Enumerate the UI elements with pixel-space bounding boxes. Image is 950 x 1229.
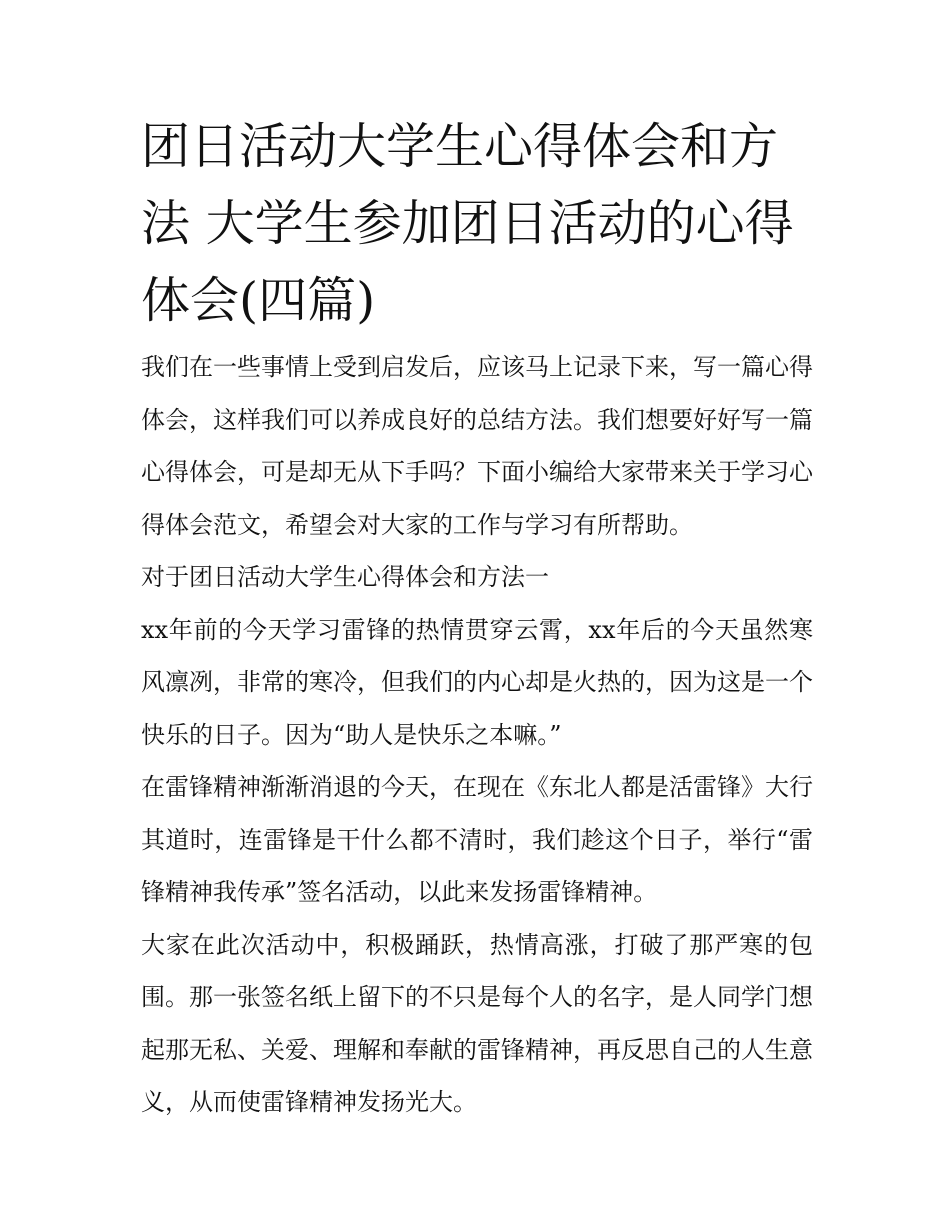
- section-heading: 对于团日活动大学生心得体会和方法一: [141, 563, 549, 591]
- body-paragraph: 大家在此次活动中，积极踊跃，热情高涨，打破了那严寒的包围。那一张签名纸上留下的不只是每个人的名字，是人同学门想起那无私、关爱、理解和奉献的雷锋精神，再反思自己的人生意义，从而使雷锋精神发扬光大。: [141, 930, 813, 1116]
- body-paragraph: 在雷锋精神渐渐消退的今天，在现在《东北人都是活雷锋》大行其道时，连雷锋是干什么都不清时，我们趁这个日子，举行“雷锋精神我传承”签名活动，以此来发扬雷锋精神。: [141, 773, 813, 906]
- document-title: 团日活动大学生心得体会和方法 大学生参加团日活动的心得体会(四篇): [141, 118, 794, 329]
- intro-paragraph: 我们在一些事情上受到启发后，应该马上记录下来，写一篇心得体会，这样我们可以养成良好的总结方法。我们想要好好写一篇心得体会，可是却无从下手吗？下面小编给大家带来关于学习心得体会范文，希望会对大家的工作与学习有所帮助。: [141, 353, 813, 539]
- document-body: [141, 341, 813, 1129]
- document-content: [141, 108, 813, 1129]
- body-paragraph: xx年前的今天学习雷锋的热情贯穿云霄，xx年后的今天虽然寒风凛冽，非常的寒冷，但我们的内心却是火热的，因为这是一个快乐的日子。因为“助人是快乐之本嘛。”: [141, 615, 813, 749]
